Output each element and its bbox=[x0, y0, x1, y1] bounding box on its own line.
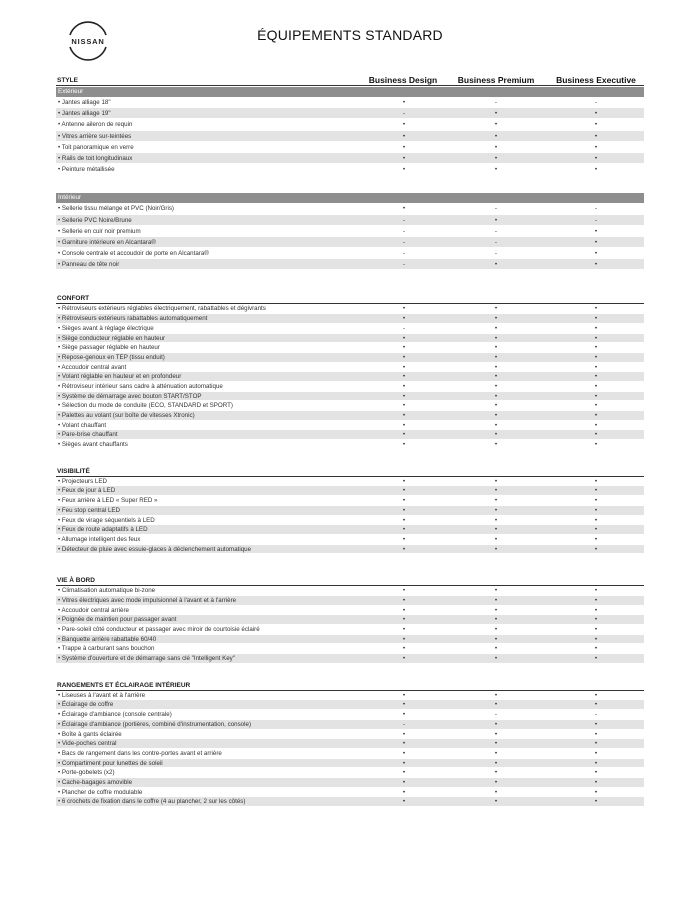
row-label: • Siège passager réglable en hauteur bbox=[58, 344, 160, 352]
table-row bbox=[56, 353, 644, 363]
row-value-1: • bbox=[402, 121, 406, 129]
row-value-3: • bbox=[594, 121, 598, 129]
row-label: • Jantes alliage 18" bbox=[58, 99, 111, 106]
row-value-1: • bbox=[402, 635, 406, 643]
row-value-1: • bbox=[402, 759, 406, 767]
table-row bbox=[56, 506, 644, 516]
row-label: • Rétroviseurs extérieurs réglables électriquement, rabattables et dégivrants bbox=[58, 305, 266, 313]
row-value-1: • bbox=[402, 431, 406, 439]
row-value-3: • bbox=[594, 655, 598, 663]
section-title-visibilite: VISIBILITÉ bbox=[56, 467, 644, 477]
table-row bbox=[56, 797, 644, 807]
table-row bbox=[56, 97, 644, 108]
row-value-1: • bbox=[402, 778, 406, 786]
row-value-1: • bbox=[402, 645, 406, 653]
row-value-2: • bbox=[494, 759, 498, 767]
row-label: • Allumage intelligent des feux bbox=[58, 535, 141, 543]
column-header-business-premium: Business Premium bbox=[457, 75, 535, 85]
table-row bbox=[56, 759, 644, 769]
row-value-1: • bbox=[402, 516, 406, 524]
row-value-1: • bbox=[402, 798, 406, 806]
row-value-3: • bbox=[594, 250, 598, 258]
rows-confort bbox=[56, 304, 644, 449]
row-value-3: • bbox=[594, 769, 598, 777]
row-label: • Toit panoramique en verre bbox=[58, 143, 134, 151]
rows-vie-a-bord bbox=[56, 586, 644, 664]
row-value-3: • bbox=[594, 626, 598, 633]
table-row bbox=[56, 314, 644, 324]
row-label: • Système d'ouverture et de démarrage sans clé "Intelligent Key" bbox=[58, 655, 235, 663]
row-label: • Garniture intérieure en Alcantara® bbox=[58, 238, 156, 246]
row-value-3: • bbox=[594, 110, 598, 118]
row-label: • Vitres arrière sur-teintées bbox=[58, 132, 132, 140]
row-value-2: - bbox=[494, 250, 498, 258]
row-value-1: • bbox=[402, 730, 406, 738]
row-label: • Projecteurs LED bbox=[58, 477, 107, 485]
row-value-2: • bbox=[494, 363, 498, 371]
row-value-1: - bbox=[402, 250, 406, 258]
row-value-1: • bbox=[402, 143, 406, 151]
row-value-3: • bbox=[594, 635, 598, 643]
row-value-2: • bbox=[494, 373, 498, 381]
row-value-3: • bbox=[594, 701, 598, 709]
row-value-1: • bbox=[402, 701, 406, 709]
row-value-1: • bbox=[402, 655, 406, 663]
row-value-2: • bbox=[494, 261, 498, 269]
page-title: ÉQUIPEMENTS STANDARD bbox=[257, 27, 443, 43]
row-value-3: • bbox=[594, 788, 598, 796]
table-row bbox=[56, 153, 644, 164]
row-label: • Sellerie tissu mélange et PVC (Noir/Gris) bbox=[58, 205, 174, 213]
row-label: • Sellerie PVC Noire/Brune bbox=[58, 216, 132, 224]
row-value-3: • bbox=[594, 373, 598, 381]
row-value-2: • bbox=[494, 353, 498, 361]
table-row bbox=[56, 525, 644, 535]
table-row bbox=[56, 730, 644, 740]
row-value-2: • bbox=[494, 497, 498, 505]
rows-interieur bbox=[56, 203, 644, 270]
row-value-1: • bbox=[402, 535, 406, 543]
row-value-3: • bbox=[594, 305, 598, 313]
table-row bbox=[56, 372, 644, 382]
row-value-3: • bbox=[594, 166, 598, 174]
row-value-3: • bbox=[594, 535, 598, 543]
row-value-2: • bbox=[494, 691, 498, 699]
row-label: • Feux de route adaptatifs à LED bbox=[58, 526, 148, 534]
row-value-2: - bbox=[494, 711, 498, 719]
row-value-2: • bbox=[494, 616, 498, 624]
row-value-2: • bbox=[494, 166, 498, 174]
row-label: • Feux de jour à LED bbox=[58, 487, 116, 495]
row-value-3: • bbox=[594, 740, 598, 748]
row-value-3: • bbox=[594, 431, 598, 439]
row-value-1: • bbox=[402, 711, 406, 719]
row-value-3: • bbox=[594, 798, 598, 806]
table-row bbox=[56, 486, 644, 496]
row-label: • Jantes alliage 19" bbox=[58, 110, 111, 118]
table-row bbox=[56, 334, 644, 344]
row-value-2: • bbox=[494, 441, 498, 449]
row-value-2: • bbox=[494, 477, 498, 485]
row-label: • Porte-gobelets (x2) bbox=[58, 769, 115, 777]
row-label: • Sellerie en cuir noir premium bbox=[58, 227, 141, 235]
row-label: • Volant chauffant bbox=[58, 421, 107, 429]
table-row bbox=[56, 131, 644, 142]
row-label: • Palettes au volant (sur boîte de vitesses Xtronic) bbox=[58, 412, 195, 419]
row-value-2: • bbox=[494, 154, 498, 162]
row-value-3: • bbox=[594, 353, 598, 361]
row-value-2: • bbox=[494, 730, 498, 738]
row-value-3: • bbox=[594, 412, 598, 419]
row-value-1: - bbox=[402, 238, 406, 246]
row-value-3: • bbox=[594, 132, 598, 140]
row-value-2: • bbox=[494, 143, 498, 151]
table-row bbox=[56, 635, 644, 645]
row-value-1: • bbox=[402, 477, 406, 485]
row-value-3: • bbox=[594, 477, 598, 485]
row-label: • Console centrale et accoudoir de porte en Alcantara® bbox=[58, 250, 209, 258]
row-value-3: • bbox=[594, 606, 598, 614]
row-value-1: - bbox=[402, 227, 406, 235]
row-label: • Sièges avant chauffants bbox=[58, 441, 128, 449]
row-value-2: • bbox=[494, 412, 498, 419]
table-row bbox=[56, 237, 644, 248]
row-value-1: • bbox=[402, 315, 406, 323]
row-value-2: • bbox=[494, 701, 498, 709]
row-value-3: • bbox=[594, 616, 598, 624]
row-value-1: • bbox=[402, 373, 406, 381]
row-value-1: • bbox=[402, 205, 406, 213]
row-value-3: • bbox=[594, 516, 598, 524]
row-value-3: - bbox=[594, 99, 598, 106]
row-label: • Banquette arrière rabattable 60/40 bbox=[58, 635, 157, 643]
row-value-2: • bbox=[494, 645, 498, 653]
row-value-1: • bbox=[402, 382, 406, 390]
table-row bbox=[56, 324, 644, 334]
row-value-1: • bbox=[402, 769, 406, 777]
table-row bbox=[56, 654, 644, 664]
row-value-3: • bbox=[594, 238, 598, 246]
row-value-1: • bbox=[402, 344, 406, 352]
section-title-vie-a-bord: VIE À BORD bbox=[56, 576, 644, 586]
row-label: • Antenne aileron de requin bbox=[58, 121, 133, 129]
row-value-2: • bbox=[494, 421, 498, 429]
row-label: • Boîte à gants éclairée bbox=[58, 730, 122, 738]
row-value-3: • bbox=[594, 596, 598, 604]
table-row bbox=[56, 477, 644, 487]
row-value-3: • bbox=[594, 506, 598, 514]
row-value-2: • bbox=[494, 305, 498, 313]
row-value-3: - bbox=[594, 216, 598, 224]
row-label: • Éclairage d'ambiance (portières, combiné d'instrumentation, console) bbox=[58, 720, 251, 728]
row-label: • Compartiment pour lunettes de soleil bbox=[58, 759, 163, 767]
row-label: • Poignée de maintien pour passager avant bbox=[58, 616, 177, 624]
row-label: • Panneau de tête noir bbox=[58, 261, 120, 269]
equipment-sheet bbox=[56, 76, 644, 807]
row-value-2: - bbox=[494, 99, 498, 106]
row-value-2: - bbox=[494, 227, 498, 235]
row-label: • Accoudoir central arrière bbox=[58, 606, 129, 614]
table-row bbox=[56, 215, 644, 226]
row-value-1: • bbox=[402, 99, 406, 106]
row-label: • Feux arrière à LED « Super RED » bbox=[58, 497, 158, 505]
row-label: • Trappe à carburant sans bouchon bbox=[58, 645, 155, 653]
row-value-2: - bbox=[494, 238, 498, 246]
table-row bbox=[56, 411, 644, 421]
table-row bbox=[56, 304, 644, 314]
row-label: • Rétroviseurs extérieurs rabattables automatiquement bbox=[58, 315, 208, 323]
row-label: • Sélection du mode de conduite (ECO, STANDARD et SPORT) bbox=[58, 402, 233, 410]
row-value-1: • bbox=[402, 353, 406, 361]
table-row bbox=[56, 586, 644, 596]
row-value-3: • bbox=[594, 497, 598, 505]
row-value-2: • bbox=[494, 334, 498, 342]
table-row bbox=[56, 440, 644, 450]
row-value-3: • bbox=[594, 691, 598, 699]
table-row bbox=[56, 119, 644, 130]
row-value-3: • bbox=[594, 730, 598, 738]
row-value-3: • bbox=[594, 363, 598, 371]
row-value-3: • bbox=[594, 778, 598, 786]
subhead-interieur: Intérieur bbox=[56, 193, 644, 203]
row-value-1: • bbox=[402, 334, 406, 342]
row-value-3: • bbox=[594, 587, 598, 595]
table-row bbox=[56, 421, 644, 431]
table-row bbox=[56, 710, 644, 720]
row-value-3: • bbox=[594, 227, 598, 235]
table-row bbox=[56, 516, 644, 526]
row-value-3: - bbox=[594, 711, 598, 719]
row-value-1: • bbox=[402, 626, 406, 633]
row-value-2: • bbox=[494, 392, 498, 400]
table-row bbox=[56, 644, 644, 654]
row-value-1: • bbox=[402, 421, 406, 429]
row-value-1: • bbox=[402, 487, 406, 495]
row-label: • Rétroviseur intérieur sans cadre à atténuation automatique bbox=[58, 382, 223, 390]
row-value-2: • bbox=[494, 606, 498, 614]
row-value-1: - bbox=[402, 216, 406, 224]
row-value-2: • bbox=[494, 626, 498, 633]
rows-rangements bbox=[56, 691, 644, 807]
row-value-3: • bbox=[594, 720, 598, 728]
rows-visibilite bbox=[56, 477, 644, 555]
row-label: • Éclairage d'ambiance (console centrale) bbox=[58, 711, 172, 719]
table-row bbox=[56, 343, 644, 353]
row-value-3: • bbox=[594, 749, 598, 757]
row-label: • Plancher de coffre modulable bbox=[58, 788, 143, 796]
table-row bbox=[56, 259, 644, 270]
table-row bbox=[56, 545, 644, 555]
row-value-2: • bbox=[494, 506, 498, 514]
row-value-2: • bbox=[494, 788, 498, 796]
row-label: • Vide-poches central bbox=[58, 740, 117, 748]
row-value-2: • bbox=[494, 431, 498, 439]
table-row bbox=[56, 108, 644, 119]
row-value-2: • bbox=[494, 526, 498, 534]
row-label: • Bacs de rangement dans les contre-portes avant et arrière bbox=[58, 749, 222, 757]
row-value-1: • bbox=[402, 749, 406, 757]
row-label: • Feux de virage séquentiels à LED bbox=[58, 516, 155, 524]
section-title-style: STYLE bbox=[56, 76, 644, 86]
row-value-3: • bbox=[594, 344, 598, 352]
row-value-1: • bbox=[402, 606, 406, 614]
row-label: • Détecteur de pluie avec essuie-glaces à déclenchement automatique bbox=[58, 545, 252, 553]
row-value-1: • bbox=[402, 412, 406, 419]
section-title-confort: CONFORT bbox=[56, 294, 644, 304]
row-value-1: - bbox=[402, 110, 406, 118]
row-value-3: • bbox=[594, 526, 598, 534]
row-value-1: - bbox=[402, 261, 406, 269]
row-value-3: • bbox=[594, 759, 598, 767]
table-row bbox=[56, 700, 644, 710]
table-row bbox=[56, 691, 644, 701]
row-value-2: • bbox=[494, 778, 498, 786]
row-value-1: • bbox=[402, 392, 406, 400]
row-label: • Éclairage de coffre bbox=[58, 701, 114, 709]
row-value-2: • bbox=[494, 216, 498, 224]
row-value-2: • bbox=[494, 535, 498, 543]
row-value-3: • bbox=[594, 154, 598, 162]
row-label: • Pare-brise chauffant bbox=[58, 431, 118, 439]
row-value-2: • bbox=[494, 655, 498, 663]
subhead-exterieur: Extérieur bbox=[56, 87, 644, 97]
table-row bbox=[56, 749, 644, 759]
row-value-3: • bbox=[594, 421, 598, 429]
row-value-2: • bbox=[494, 132, 498, 140]
row-value-2: • bbox=[494, 545, 498, 553]
row-value-1: • bbox=[402, 132, 406, 140]
row-value-1: • bbox=[402, 587, 406, 595]
row-value-2: • bbox=[494, 720, 498, 728]
row-value-3: • bbox=[594, 487, 598, 495]
table-row bbox=[56, 382, 644, 392]
row-value-3: • bbox=[594, 392, 598, 400]
row-value-1: • bbox=[402, 402, 406, 410]
row-value-1: • bbox=[402, 166, 406, 174]
table-row bbox=[56, 739, 644, 749]
column-header-business-executive: Business Executive bbox=[556, 75, 636, 85]
table-row bbox=[56, 226, 644, 237]
table-row bbox=[56, 496, 644, 506]
row-value-1: • bbox=[402, 154, 406, 162]
row-value-1: • bbox=[402, 788, 406, 796]
row-label: • Accoudoir central avant bbox=[58, 363, 127, 371]
row-value-2: • bbox=[494, 402, 498, 410]
row-value-2: • bbox=[494, 635, 498, 643]
row-value-2: • bbox=[494, 344, 498, 352]
row-value-3: • bbox=[594, 315, 598, 323]
row-value-1: • bbox=[402, 545, 406, 553]
row-value-1: • bbox=[402, 691, 406, 699]
table-row bbox=[56, 768, 644, 778]
row-value-3: - bbox=[594, 205, 598, 213]
row-value-1: • bbox=[402, 441, 406, 449]
row-label: • Climatisation automatique bi-zone bbox=[58, 587, 156, 595]
row-label: • Feu stop central LED bbox=[58, 506, 121, 514]
row-label: • Cache-bagages amovible bbox=[58, 778, 133, 786]
row-value-3: • bbox=[594, 324, 598, 332]
table-row bbox=[56, 720, 644, 730]
row-value-2: • bbox=[494, 587, 498, 595]
table-row bbox=[56, 392, 644, 402]
row-value-3: • bbox=[594, 402, 598, 410]
table-row bbox=[56, 596, 644, 606]
row-label: • Système de démarrage avec bouton START/STOP bbox=[58, 392, 202, 400]
table-row bbox=[56, 615, 644, 625]
row-label: • Sièges avant à réglage électrique bbox=[58, 324, 154, 332]
row-label: • 6 crochets de fixation dans le coffre (4 au plancher, 2 sur les côtés) bbox=[58, 798, 246, 806]
table-row bbox=[56, 625, 644, 635]
row-value-2: • bbox=[494, 769, 498, 777]
row-value-1: - bbox=[402, 324, 406, 332]
table-row bbox=[56, 788, 644, 798]
row-value-2: • bbox=[494, 315, 498, 323]
table-row bbox=[56, 606, 644, 616]
row-value-2: • bbox=[494, 382, 498, 390]
row-label: • Vitres électriques avec mode impulsionnel à l'avant et à l'arrière bbox=[58, 596, 237, 604]
table-row bbox=[56, 248, 644, 259]
row-value-1: • bbox=[402, 596, 406, 604]
row-value-1: - bbox=[402, 720, 406, 728]
row-label: • Repose-genoux en TEP (tissu enduit) bbox=[58, 353, 165, 361]
row-value-1: • bbox=[402, 616, 406, 624]
row-value-3: • bbox=[594, 545, 598, 553]
row-value-2: • bbox=[494, 749, 498, 757]
row-value-2: • bbox=[494, 798, 498, 806]
row-value-2: • bbox=[494, 740, 498, 748]
row-value-2: • bbox=[494, 324, 498, 332]
row-value-3: • bbox=[594, 382, 598, 390]
row-value-3: • bbox=[594, 441, 598, 449]
row-value-2: • bbox=[494, 596, 498, 604]
row-value-3: • bbox=[594, 143, 598, 151]
row-value-1: • bbox=[402, 740, 406, 748]
row-label: • Pare-soleil côté conducteur et passager avec miroir de courtoisie éclairé bbox=[58, 626, 260, 633]
row-value-2: • bbox=[494, 516, 498, 524]
nissan-logo-text: NISSAN bbox=[71, 37, 105, 46]
row-value-1: • bbox=[402, 506, 406, 514]
table-row bbox=[56, 142, 644, 153]
table-row bbox=[56, 164, 644, 175]
table-row bbox=[56, 401, 644, 411]
table-row bbox=[56, 535, 644, 545]
row-label: • Rails de toit longitudinaux bbox=[58, 154, 133, 162]
row-value-2: • bbox=[494, 110, 498, 118]
row-value-1: • bbox=[402, 363, 406, 371]
rows-exterieur bbox=[56, 97, 644, 175]
row-label: • Siège conducteur réglable en hauteur bbox=[58, 334, 166, 342]
section-title-rangements: RANGEMENTS ET ÉCLAIRAGE INTÉRIEUR bbox=[56, 681, 644, 691]
row-value-2: • bbox=[494, 487, 498, 495]
table-row bbox=[56, 430, 644, 440]
row-value-2: • bbox=[494, 121, 498, 129]
row-label: • Liseuses à l'avant et à l'arrière bbox=[58, 691, 146, 699]
row-value-1: • bbox=[402, 526, 406, 534]
row-value-1: • bbox=[402, 497, 406, 505]
row-value-2: - bbox=[494, 205, 498, 213]
table-row bbox=[56, 203, 644, 214]
row-value-3: • bbox=[594, 334, 598, 342]
table-row bbox=[56, 363, 644, 373]
column-header-business-design: Business Design bbox=[368, 75, 438, 85]
row-value-3: • bbox=[594, 261, 598, 269]
row-value-3: • bbox=[594, 645, 598, 653]
row-label: • Volant réglable en hauteur et en profondeur bbox=[58, 373, 182, 381]
row-label: • Peinture métallisée bbox=[58, 166, 115, 174]
table-row bbox=[56, 778, 644, 788]
row-value-1: • bbox=[402, 305, 406, 313]
